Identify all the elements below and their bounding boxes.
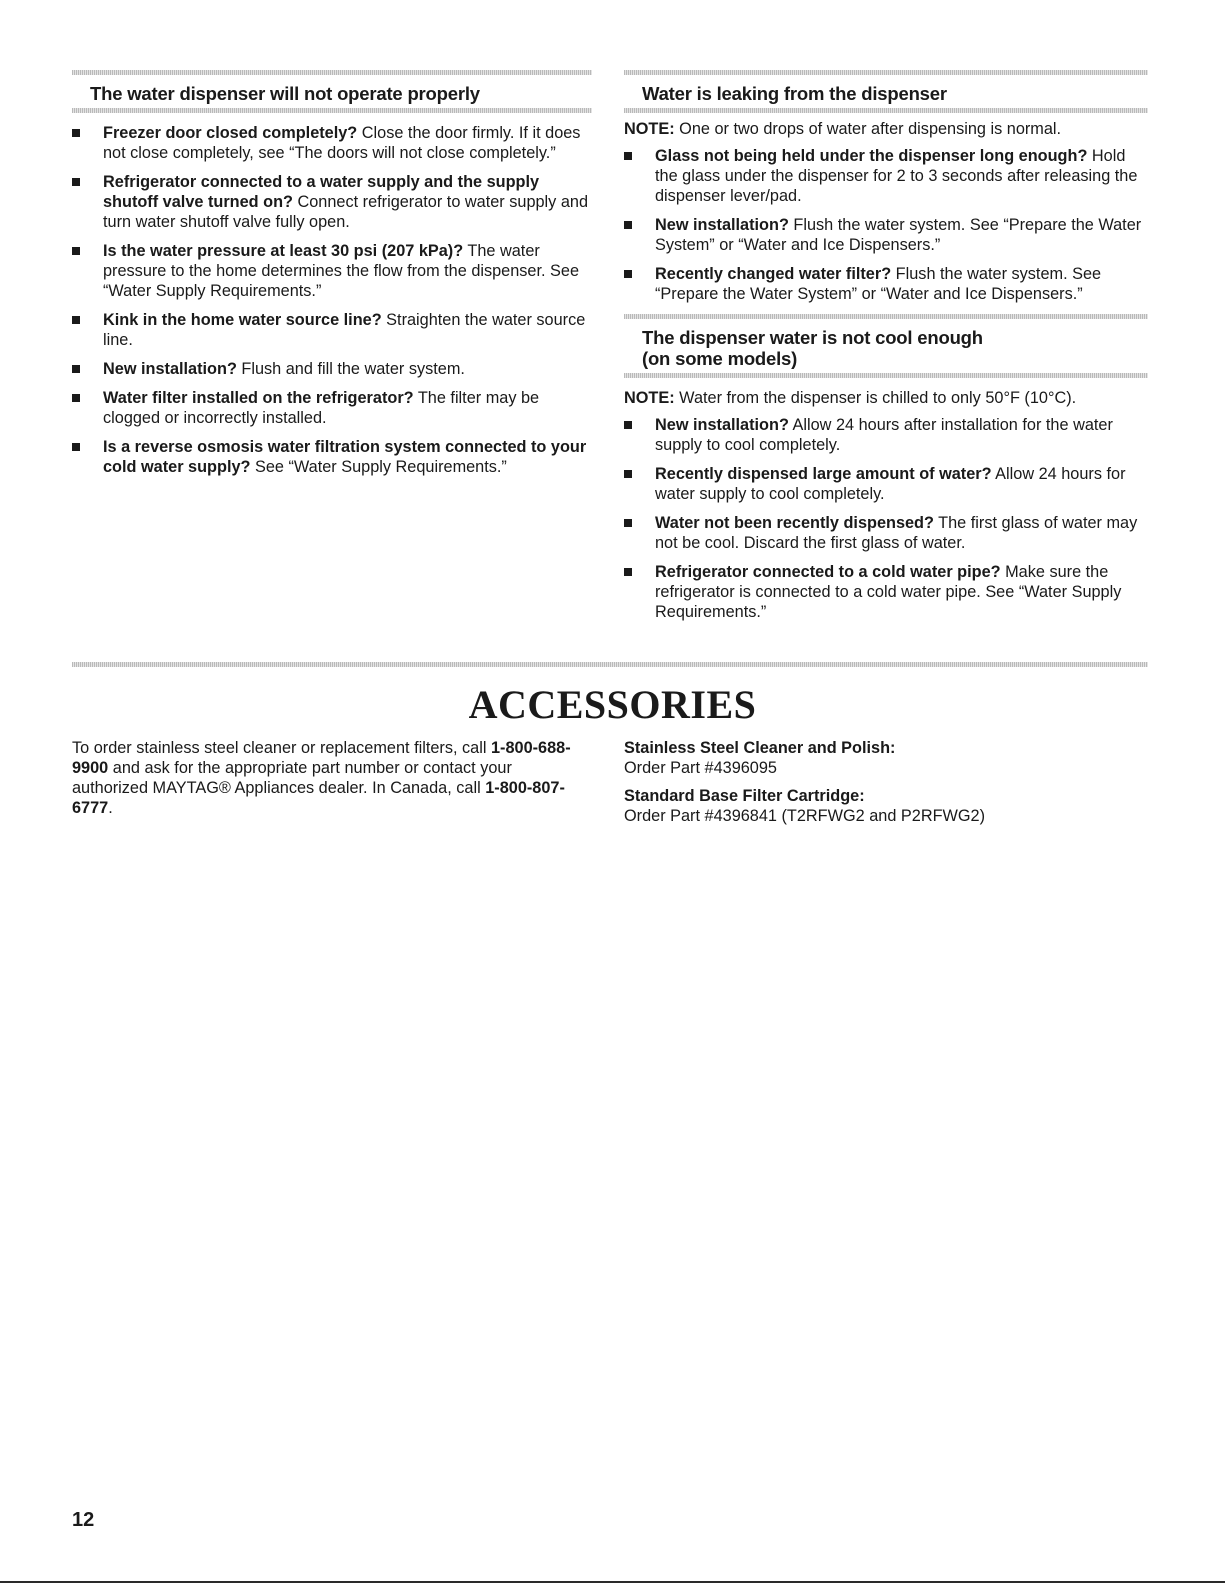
answer: Allow 24 hours for water supply to cool completely. bbox=[655, 465, 1126, 503]
question: New installation? bbox=[103, 360, 237, 378]
question: Recently changed water filter? bbox=[655, 265, 892, 283]
square-bullet-icon bbox=[624, 221, 632, 229]
question: Recently dispensed large amount of water? bbox=[655, 465, 992, 483]
note-label: NOTE: bbox=[624, 389, 675, 407]
answer: Close the door firmly. If it does not close completely, see “The doors will not close completely.” bbox=[103, 124, 581, 162]
question: Water filter installed on the refrigerator? bbox=[103, 389, 414, 407]
troubleshoot-list bbox=[624, 146, 1148, 304]
list-item bbox=[72, 388, 592, 428]
answer: Flush the water system. See “Prepare the Water System” or “Water and Ice Dispensers.” bbox=[655, 265, 1102, 303]
question: Kink in the home water source line? bbox=[103, 311, 382, 329]
list-item bbox=[624, 264, 1148, 304]
answer: Connect refrigerator to water supply and turn water shutoff valve fully open. bbox=[103, 193, 588, 231]
product-part: Order Part #4396095 bbox=[624, 759, 777, 777]
section-title-line-1: The dispenser water is not cool enough bbox=[642, 327, 983, 348]
section-title: Water is leaking from the dispenser bbox=[642, 83, 947, 104]
square-bullet-icon bbox=[624, 568, 632, 576]
answer: Flush and fill the water system. bbox=[236, 360, 465, 378]
section-header-not-cool bbox=[624, 314, 1148, 378]
question: Freezer door closed completely? bbox=[103, 124, 358, 142]
square-bullet-icon bbox=[72, 247, 80, 255]
product-item bbox=[624, 786, 1148, 826]
troubleshoot-list bbox=[72, 123, 592, 477]
accessories-title: ACCESSORIES bbox=[468, 682, 757, 727]
answer: Straighten the water source line. bbox=[103, 311, 586, 349]
square-bullet-icon bbox=[72, 443, 80, 451]
square-bullet-icon bbox=[624, 421, 632, 429]
square-bullet-icon bbox=[624, 152, 632, 160]
phone-canada: 1-800-807-6777 bbox=[72, 779, 565, 817]
square-bullet-icon bbox=[624, 270, 632, 278]
note bbox=[624, 119, 1148, 139]
section-divider bbox=[72, 662, 1148, 667]
section-header-water-dispenser bbox=[72, 70, 592, 113]
right-column bbox=[624, 70, 1148, 631]
note bbox=[624, 388, 1148, 408]
note-text: Water from the dispenser is chilled to only 50°F (10°C). bbox=[674, 389, 1077, 407]
section-rule-bottom bbox=[624, 108, 1148, 113]
section-title: The water dispenser will not operate properly bbox=[90, 83, 480, 104]
question: Is a reverse osmosis water filtration system connected to your cold water supply? bbox=[103, 438, 587, 476]
product-name: Stainless Steel Cleaner and Polish: bbox=[624, 739, 896, 757]
intro-text: and ask for the appropriate part number or contact your authorized MAYTAG® Appliances dealer. In Canada, call bbox=[72, 759, 512, 797]
answer: Flush the water system. See “Prepare the Water System” or “Water and Ice Dispensers.” bbox=[655, 216, 1142, 254]
square-bullet-icon bbox=[72, 316, 80, 324]
accessories-intro bbox=[72, 738, 592, 818]
phone-us: 1-800-688-9900 bbox=[72, 739, 571, 777]
section-rule-top bbox=[624, 70, 1148, 75]
section-title-line-2: (on some models) bbox=[642, 348, 798, 369]
answer: Make sure the refrigerator is connected to a cold water pipe. See “Water Supply Requirements.” bbox=[655, 563, 1122, 621]
answer: Hold the glass under the dispenser for 2 to 3 seconds after releasing the dispenser lever/pad. bbox=[655, 147, 1138, 205]
square-bullet-icon bbox=[72, 129, 80, 137]
product-part: Order Part #4396841 (T2RFWG2 and P2RFWG2) bbox=[624, 807, 986, 825]
intro-text: . bbox=[108, 799, 113, 817]
question: New installation? bbox=[655, 416, 789, 434]
question: Refrigerator connected to a water supply and the supply shutoff valve turned on? bbox=[103, 173, 540, 211]
list-item bbox=[72, 359, 592, 379]
question: Refrigerator connected to a cold water pipe? bbox=[655, 563, 1001, 581]
list-item bbox=[624, 562, 1148, 622]
list-item bbox=[624, 513, 1148, 553]
section-rule-top bbox=[72, 70, 592, 75]
square-bullet-icon bbox=[624, 519, 632, 527]
section-title bbox=[624, 327, 1148, 369]
list-item bbox=[72, 123, 592, 163]
list-item bbox=[624, 415, 1148, 455]
square-bullet-icon bbox=[72, 178, 80, 186]
list-item bbox=[72, 310, 592, 350]
list-item bbox=[72, 437, 592, 477]
list-item bbox=[624, 464, 1148, 504]
page-bottom-edge bbox=[0, 1581, 1225, 1583]
square-bullet-icon bbox=[72, 365, 80, 373]
accessories-products bbox=[624, 738, 1148, 834]
list-item bbox=[72, 241, 592, 301]
section-rule-top bbox=[624, 314, 1148, 319]
product-item bbox=[624, 738, 1148, 778]
list-item bbox=[72, 172, 592, 232]
list-item bbox=[624, 215, 1148, 255]
question: Water not been recently dispensed? bbox=[655, 514, 934, 532]
question: New installation? bbox=[655, 216, 789, 234]
square-bullet-icon bbox=[624, 470, 632, 478]
square-bullet-icon bbox=[72, 394, 80, 402]
note-label: NOTE: bbox=[624, 120, 675, 138]
section-rule-bottom bbox=[624, 373, 1148, 378]
answer: The filter may be clogged or incorrectly installed. bbox=[103, 389, 540, 427]
answer: The water pressure to the home determines the flow from the dispenser. See “Water Supply Requirements.” bbox=[103, 242, 580, 300]
list-item bbox=[624, 146, 1148, 206]
answer: See “Water Supply Requirements.” bbox=[250, 458, 507, 476]
answer: Allow 24 hours after installation for the water supply to cool completely. bbox=[655, 416, 1113, 454]
product-name: Standard Base Filter Cartridge: bbox=[624, 787, 865, 805]
answer: The first glass of water may not be cool. Discard the first glass of water. bbox=[655, 514, 1138, 552]
left-column bbox=[72, 70, 592, 486]
question: Glass not being held under the dispenser long enough? bbox=[655, 147, 1088, 165]
troubleshoot-list bbox=[624, 415, 1148, 622]
note-text: One or two drops of water after dispensing is normal. bbox=[674, 120, 1062, 138]
section-header-leaking bbox=[624, 70, 1148, 113]
section-rule-bottom bbox=[72, 108, 592, 113]
question: Is the water pressure at least 30 psi (207 kPa)? bbox=[103, 242, 464, 260]
intro-text: To order stainless steel cleaner or replacement filters, call bbox=[72, 739, 491, 757]
page-number: 12 bbox=[72, 1509, 95, 1531]
